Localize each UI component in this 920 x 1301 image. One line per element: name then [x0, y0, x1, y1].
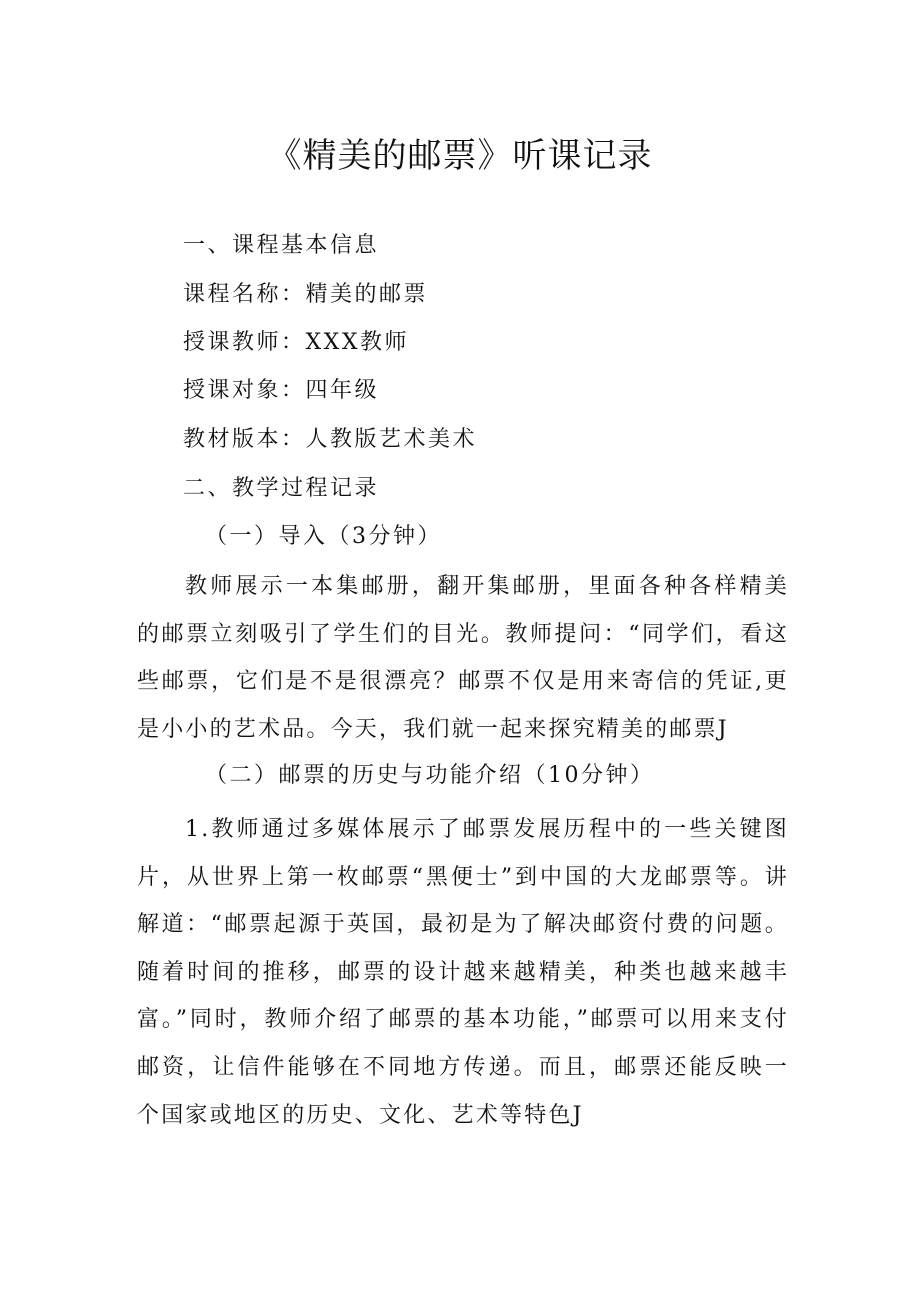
- section-heading-basic-info: 一、课程基本信息: [183, 233, 380, 258]
- subsection-heading-intro: （一）导入（3分钟）: [205, 524, 442, 549]
- audience-line: 授课对象：四年级: [183, 378, 380, 403]
- history-paragraph: 1.教师通过多媒体展示了邮票发展历程中的一些关键图片，从世界上第一枚邮票“黑便士”到中国的大龙邮票等。讲解道：“邮票起源于英国，最初是为了解决邮资付费的问题。随着时间的推移，邮票的设计越来越精美，种类也越来越丰富。”同时，教师介绍了邮票的基本功能，”邮票可以用来支付邮资，让信件能够在不同地方传递。而且，邮票还能反映一个国家或地区的历史、文化、艺术等特色J: [137, 817, 789, 1128]
- intro-paragraph: 教师展示一本集邮册，翻开集邮册，里面各种各样精美的邮票立刻吸引了学生们的目光。教师提问：“同学们，看这些邮票，它们是不是很漂亮？邮票不仅是用来寄信的凭证,更是小小的艺术品。今天，我们就一起来探究精美的邮票J: [137, 574, 789, 742]
- section-heading-teaching-process: 二、教学过程记录: [183, 476, 380, 501]
- course-name-line: 课程名称：精美的邮票: [183, 282, 429, 307]
- subsection-heading-history: （二）邮票的历史与功能介绍（10分钟）: [205, 763, 655, 788]
- edition-line: 教材版本：人教版艺术美术: [183, 427, 478, 452]
- teacher-line: 授课教师：XXX教师: [183, 330, 409, 355]
- document-title: 《精美的邮票》听课记录: [267, 136, 653, 176]
